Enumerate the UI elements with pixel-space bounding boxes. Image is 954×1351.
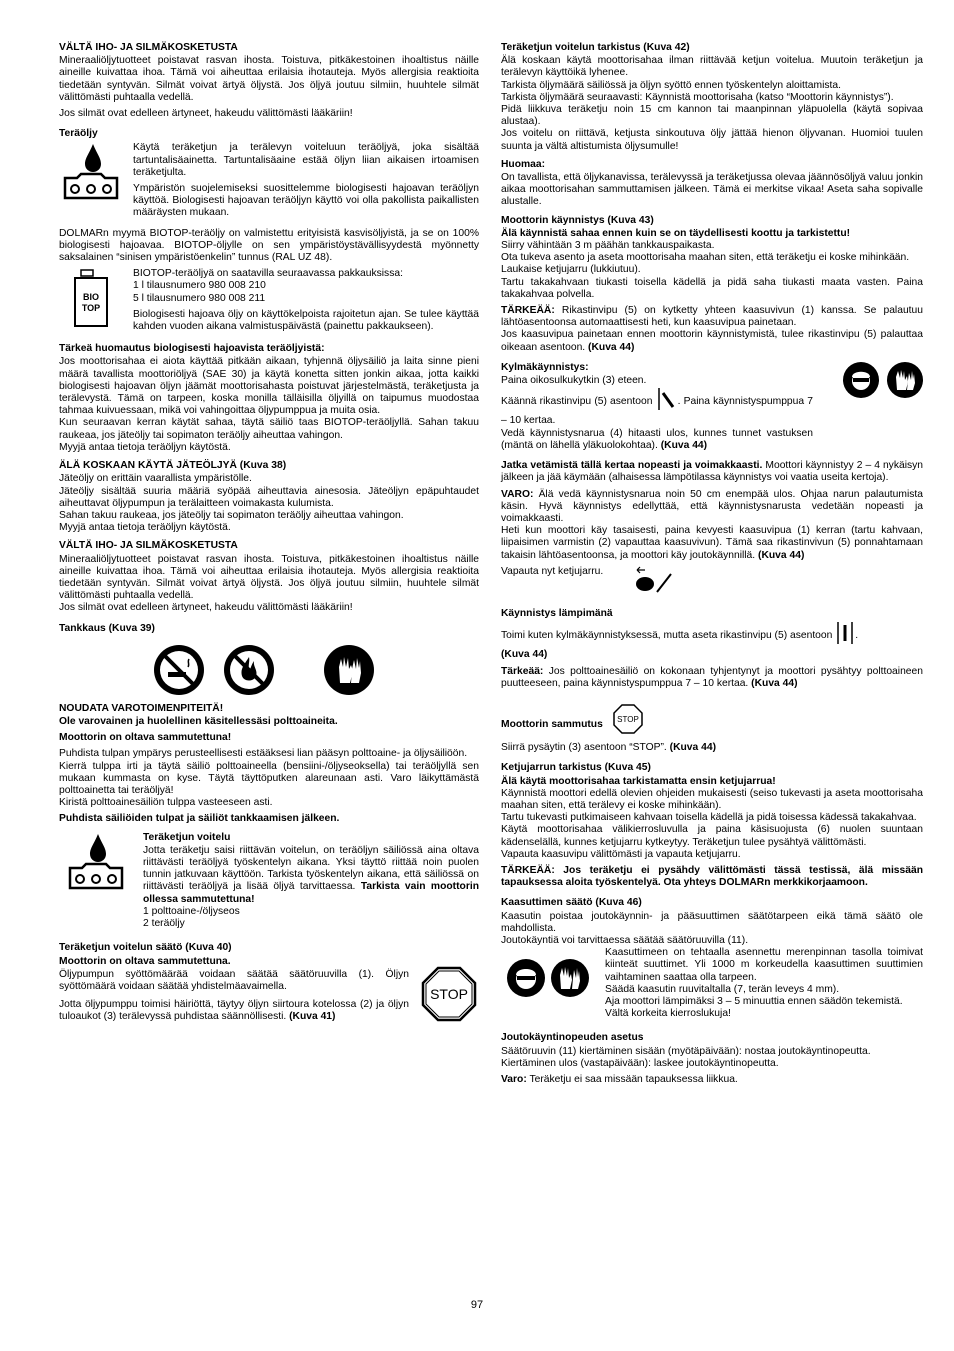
paragraph: Vapauta nyt ketjujarru. (501, 565, 604, 577)
list-item: 1 polttoaine-/öljyseos (143, 905, 240, 917)
figure-ref: (Kuva 44) (588, 341, 635, 353)
choke-lever-icon (656, 387, 678, 415)
paragraph: Ympäristön suojelemiseksi suosittelemme biologisesti hajoavan teräöljyn käyttöä. Biologisesti hajoavan teräöljyn käyttö voi olla pakollista paikallisten määräysten mukaan. (133, 183, 479, 219)
gloves-icon (887, 362, 923, 398)
paragraph: BIOTOP-teräöljyä on saatavilla seuraavassa pakkauksissa: (133, 268, 403, 280)
paragraph: Vedä käynnistysnarua (4) hitaasti ulos, kunnes tunnet vastuksen (mäntä on lähellä yläkuolokohtaa). (501, 427, 813, 451)
paragraph: Jotta teräketju saisi riittävän voitelun, on teräöljyn säiliössä aina oltava riittävästi teräöljyä työskentelyn aikana. Yksi täyttö riittää noin puolen tunnin jatkuvaan käyttöön. Tarkista työskentelyn aikana, että säiliössä on riittävästi teräöljyä ja lisää öljyä tarvittaessa. (143, 844, 479, 893)
no-fire-icon (224, 645, 274, 695)
paragraph: Myyjä antaa tietoja teräöljyn käytöstä. (59, 441, 231, 453)
paragraph: Käytä teräketjun ja terälevyn voiteluun teräöljyä, joka sisältää tartuntalisäainetta. Tartuntalisäaine estää öljyn liian aikaisen irtoamisen teräketjulta. (133, 142, 479, 178)
section-title: Moottorin sammutus (501, 718, 603, 730)
face-protection-icon (507, 959, 545, 997)
paragraph: Biologisesti hajoava öljy on käyttökelpoista rajoitetun ajan. Se tulee käyttää kahden vuoden aikana valmistuspäivästä (painettu pakkaukseen). (133, 308, 479, 333)
paragraph: Ota tukeva asento ja aseta moottorisaha maahan siten, että teräketju ei koske mihinkään. (501, 252, 910, 264)
paragraph: Siirry vähintään 3 m päähän tankkauspaikasta. (501, 240, 715, 252)
paragraph: Kiertäminen ulos (vastapäivään): laskee joutokäyntinopeutta. (501, 1057, 779, 1069)
section-title: Teräöljy (59, 128, 98, 140)
section-title: VÄLTÄ IHO- JA SILMÄKOSKETUSTA (59, 540, 238, 552)
paragraph: Jos voitelu on riittävä, ketjusta sinkoutuva öljy jättää hienon öljyvanan. Huomioi tuulen suunta ja vältä altistumista öljysumulle! (501, 128, 923, 152)
paragraph: Heti kun moottori käy tasaisesti, paina kevyesti kaasuvipua (1) kerran (tartu kahvaan, liipaisimen varmistin (2) vapauttaa kaasuvivun). Tämä saa rikastinvivun (5) ponnahtamaan takaisin lähtöasentoonsa, ja moottori käy joutokäynnillä. (501, 525, 923, 561)
bold-note: Moottorin on oltava sammutettuna! (59, 732, 232, 744)
adjust-row (59, 956, 479, 1027)
paragraph: Teräketju ei saa missään tapauksessa liikkua. (529, 1074, 738, 1086)
left-column (59, 42, 479, 1031)
figure-ref: (Kuva 44) (660, 439, 708, 451)
paragraph: Käytä moottorisahaa välikierrosluvulla ja paina käsisuojusta (6) nuolen suuntaan kädenselällä, kunnes ketjujarru kytkeytyy. Teräketjun tulee pysähtyä välittömästi. (501, 824, 923, 848)
ppe-icons (843, 362, 923, 398)
choke-lever-warm-icon (835, 621, 855, 649)
right-column: Teräketjun voitelun tarkistus (Kuva 42) Älä koskaan käytä moottorisahaa ilman riittävää ketjun voitelua. Muutoin teräketjun ja terälevyn käyttöikä lyhenee. Tarkista öljymäärä säiliössä ja öljyn syöttö ennen työskentelyn aloittamista. Tarkista öljymäärä seuraavasti: Käynnistä moottorisaha (katso “Moottorin käynnistys”). Pidä liikkuva teräketju noin 15 cm kannon tai maanpinnan yläpuolella (käytä sopivaa alustaa). Jos voitelu on riittävä, ketjusta sinkoutuva öljy jättää hienon öljyvanan. Huomioi tuulen suunta ja vältä altistumista öljysumulle! Huomaa: On tavallista, että öljykanavissa, terälevyssä ja teräketjussa olevaa jäännösöljyä valuu jonkin aikaa moottorisahan sammuttamisen jälkeen. Tämä ei merkitse vikaa! Aseta saha sopivalle alustalle. Moottorin käynnistys (Kuva 43) Älä käynnistä sahaa ennen kuin se on täydellisesti koottu ja tarkistettu! Siirry vähintään 3 m päähän tankkauspaikasta. Ota tukeva asento ja aseta moottorisaha maahan siten, että teräketju ei koske mihinkään. Laukaise ketjujarru (lukkiutuu). Tartu takakahvaan tiukasti toisella kädellä ja pidä saha tiukasti maata vasten. Paina takakahvaa polvella. TÄRKEÄÄ: Rikastinvipu (5) on kytketty yhteen kaasuvivun (1) kanssa. Se palautuu lähtöasentoonsa automaattisesti heti, kun kaasuvipua painetaan. Jos kaasuvipua painetaan ennen moottorin käynnistymistä, tulee rikastinvipu (5) palauttaa oikeaan asentoon. (Kuva 44) Kylmäkäynnistys: Paina oikosulkukytkin (3) eteen. Käännä rikastinvipu (5) asentoon . Paina käynnistyspumppua 7 – 10 kertaa. Vedä käynnistysnarua (4) hitaasti ulos, kunnes tunnet vastuksen (mäntä on lähellä yläkuolokohtaa). (Kuva 44) Jatka vetämistä tällä kertaa nopeasti ja voimakkaasti. Moottori käynnistyy 2 – 4 nykäisyn jälkeen ja jää käymään (alhaisessa lämpötilassa käynnistys voi vaatia useita kertoja). VARO: Älä vedä käynnistysnarua noin 50 cm enempää ulos. Ohjaa narun palautumista käsin. Hyvä käynnistys edellyttää, että käynnistysnarusta vedetään nopeasti ja voimakkaasti. Heti kun moottori käy tasaisesti, paina kevyesti kaasuvipua (1) kerran (tartu kahvaan, liipaisimen varmistin (2) vapauttaa kaasuvivun). Tämä saa rikastinvivun (5) ponnahtamaan takaisin lähtöasentoonsa, ja moottori käy joutokäynnillä. (Kuva 44) Vapauta nyt ketjujarru. Käynnistys lämpimänä Toimi kuten kylmäkäynnistyksessä, mutta aseta rikastinvipu (5) asentoon . (Kuva 44) Tärkeää: Jos polttoainesäiliö on kokonaan tyhjentynyt ja moottori pysähtyy polttoaineen puutteeseen, paina käynnistyspumppua 7 – 10 kertaa. (Kuva 44) Moottorin sammutus STOP Siirrä pysäytin (3) asentoon “STOP”. (Kuva 44) Ketjujarrun tarkistus (Kuva 45) Älä käytä moottorisahaa tarkistamatta ensin ketjujarrua! Käynnistä moottori edellä olevien ohjeiden mukaisesti (seiso tukevasti ja aseta moottorisaha maahan siten, että terälevy ei koske mihinkään). Tartu tukevasti putkimaiseen kahvaan toisella kädellä ja pidä toisessa kädessä takakahvaa. Käytä moottorisahaa välikierrosluvulla ja paina käsisuojusta (6) nuolen suuntaan kädenselällä, kunnes ketjujarru kytkeytyy. Teräketjun tulee pysähtyä välittömästi. Vapauta kaasuvipu välittömästi ja vapauta ketjujarru. TÄRKEÄÄ: Jos teräketju ei pysähdy välittömästi tässä testissä, älä missään tapauksessa aloita työskentelyä. Ota yhteys DOLMARn merkkikorjaamoon. Kaasuttimen säätö (Kuva 46) Kaasutin poistaa joutokäynnin- ja pääsuuttimen säätötarpeen eikä tämä säätö ole mahdollista. Joutokäyntiä voi tarvittaessa säätää säätöruuvilla (11). Kaasuttimeen on tehtaalla asennettu merenpinnan tasolla toimivat kiinteät suuttimet. Yli 1000 m korkeudella kaasuttimen suuttimien vaihtaminen saattaa olla tarpeen. Säädä kaasutin ruuvitaltalla (7, terän leveys 4 mm). Aja moottori lämpimäksi 3 – 5 minuuttia ennen säädön tekemistä. Vältä korkeita kierroslukuja! Joutokäyntinopeuden asetus Säätöruuvin (11) kiertäminen sisään (myötäpäivään): nostaa joutokäyntinopeutta. Kiertäminen ulos (vastapäivään): laskee joutokäyntinopeutta. Varo: Teräketju ei saa missään tapauksessa liikkua. (501, 42, 923, 1086)
paragraph: Jäteöljy sisältää suuria määriä syöpää aiheuttavia ainesosia. Jäteöljyn epäpuhtaudet aiheuttavat öljypumpun ja terälaitteen voimakasta kulumista. (59, 485, 479, 509)
biotop-can-icon (59, 268, 123, 330)
ppe-icons (501, 959, 595, 997)
face-protection-icon (843, 362, 879, 398)
label: TÄRKEÄÄ: (501, 305, 555, 317)
lubrication-row (59, 832, 479, 935)
section-title: Huomaa: (501, 158, 546, 170)
label: Tärkeää: (501, 665, 544, 677)
figure-ref: (Kuva 44) (669, 742, 717, 754)
bold-note: TÄRKEÄÄ: Jos teräketju ei pysähdy välittömästi tässä testissä, älä missään tapauksessa aloita työskentelyä. Ota yhteys DOLMARn merkkikorjaamoon. (501, 864, 923, 889)
gloves-icon (324, 645, 374, 695)
section-title: Teräketjun voitelu (143, 831, 231, 843)
section-title: Teräketjun voitelun tarkistus (Kuva 42) (501, 42, 690, 53)
paragraph: Mineraaliöljytuotteet poistavat rasvan ihosta. Toistuva, pitkäkestoinen ihoaltistus näille aineille kuivattaa ihoa. Tämä voi aiheuttaa erilaisia ihotauteja. Myös allergisia reaktioita tiedetään syntyvän. Silmät voivat ärtyä öljystä. Jos öljyä joutuu silmiin, huuhtele silmät välittömästi puhtaalla vedellä. (59, 55, 479, 103)
paragraph: Jos silmät ovat edelleen ärtyneet, hakeudu välittömästi lääkäriin! (59, 602, 353, 614)
bold-note: Puhdista säiliöiden tulpat ja säiliöt tankkaamisen jälkeen. (59, 813, 340, 825)
section-title: VÄLTÄ IHO- JA SILMÄKOSKETUSTA (59, 42, 238, 53)
order-line: 1 l tilausnumero 980 008 210 (133, 280, 266, 292)
paragraph: Jotta öljypumppu toimisi häiriöttä, täytyy öljyn siirtoura kotelossa (2) ja öljyn tuloaukot (3) terälevyssä puhdistaa säännöllisesti. (59, 999, 409, 1023)
section-title: ÄLÄ KOSKAAN KÄYTÄ JÄTEÖLJYÄ (Kuva 38) (59, 460, 287, 472)
figure-ref: (Kuva 41) (289, 1011, 336, 1023)
paragraph: Kaasutin poistaa joutokäynnin- ja pääsuuttimen säätötarpeen eikä tämä säätö ole mahdollista. (501, 910, 923, 934)
paragraph: Jos polttoainesäiliö on kokonaan tyhjentynyt ja moottori pysähtyy polttoaineen puutteeseen, paina käynnistyspumppua 7 – 10 kertaa. (501, 665, 923, 689)
list-item: 2 teräöljy (143, 917, 185, 929)
paragraph: DOLMARn myymä BIOTOP-teräöljy on valmistettu erityisistä kasvisöljyistä, ja se on 100% biologisesti hajoavaa. BIOTOP-öljylle on sen ympäristöystävällisyydestä myönnetty saksalainen “sinisen ympäristöenkelin” tunnus (RAL UZ 48). (59, 227, 479, 264)
page-number: 97 (470, 1299, 484, 1311)
paragraph: Jäteöljy on erittäin vaarallista ympäristölle. (59, 473, 252, 485)
paragraph: Aja moottori lämpimäksi 3 – 5 minuuttia ennen säädön tekemistä. (605, 996, 903, 1007)
bold-note: Tarkista vain moottorin ollessa sammutettuna! (143, 881, 479, 905)
biotop-row (59, 268, 479, 337)
chain-brake-row (501, 566, 923, 598)
paragraph: Käännä rikastinvipu (5) asentoon (501, 396, 653, 408)
figure-ref: (Kuva 44) (758, 549, 805, 561)
paragraph: Kiristä polttoainesäiliön tulppa vasteeseen asti. (59, 797, 273, 809)
paragraph: Kun seuraavan kerran käytät sahaa, täytä säiliö taas BIOTOP-teräöljyllä. Sahan takuu raukeaa, jos jäteöljy tai sopimaton teräöljy aiheuttaa vahingon. (59, 417, 479, 441)
stop-small-label: STOP (617, 714, 639, 724)
paragraph: Vältä korkeita kierroslukuja! (605, 1008, 731, 1020)
gloves-icon (551, 959, 589, 997)
paragraph: Jos silmät ovat edelleen ärtyneet, hakeudu välittömästi lääkäriin! (59, 108, 353, 120)
bold-note: Ole varovainen ja huolellinen käsitellessäsi polttoaineita. (59, 715, 338, 727)
oil-drop-chain-icon (59, 832, 133, 892)
paragraph: On tavallista, että öljykanavissa, terälevyssä ja teräketjussa olevaa jäännösöljyä valuu jonkin aikaa moottorisahan sammuttamisen jälkeen. Tämä ei merkitse vikaa! Aseta saha sopivalle alustalle. (501, 172, 923, 208)
paragraph: Tartu takakahvaan tiukasti toisella kädellä ja pidä saha tiukasti maata vasten. Paina takakahvaa polvella. (501, 276, 923, 300)
order-line: 5 l tilausnumero 980 008 211 (133, 292, 266, 304)
paragraph: Tarkista öljymäärä seuraavasti: Käynnistä moottorisaha (katso “Moottorin käynnistys”). (501, 91, 894, 103)
paragraph: Joutokäyntiä voi tarvittaessa säätää säätöruuvilla (11). (501, 934, 749, 946)
paragraph: Moottori käynnistyy 2 – 4 nykäisyn jälkeen ja jää käymään (alhaisessa lämpötilassa käynnistys voi vaatia useita kertoja). (501, 460, 923, 484)
bold-note: Älä käynnistä sahaa ennen kuin se on täydellisesti koottu ja tarkistettu! (501, 227, 851, 239)
biotop-label-2: TOP (81, 303, 101, 314)
stop-sign-icon (613, 704, 643, 738)
paragraph: Öljypumpun syöttömäärää voidaan säätää säätöruuvilla (1). Öljyn syöttömäärä voidaan säätää yhdistelmäavaimella. (59, 968, 409, 992)
figure-ref: (Kuva 44) (501, 649, 548, 661)
section-title: Kylmäkäynnistys: (501, 361, 589, 373)
paragraph: Rikastinvipu (5) on kytketty yhteen kaasuvivun (1) kanssa. Se palautuu lähtöasentoonsa automaattisesti heti, kun kaasuvipua painetaan. (501, 305, 923, 329)
cold-start-row (501, 362, 923, 456)
section-title: Kaasuttimen säätö (Kuva 46) (501, 897, 642, 909)
figure-ref: (Kuva 44) (751, 677, 798, 689)
paragraph: Säädä kaasutin ruuvitaltalla (7, terän leveys 4 mm). (605, 983, 840, 995)
paragraph: Myyjä antaa tietoja teräöljyn käytöstä. (59, 522, 231, 534)
paragraph: Älä vedä käynnistysnarua noin 50 cm enempää ulos. Ohjaa narun palautumista käsin. Hyvä käynnistys edellyttää, että käynnistysnarusta vedetään nopeasti ja voimakkaasti. (501, 488, 923, 524)
paragraph: Tartu tukevasti putkimaiseen kahvaan toisella kädellä ja pidä toisessa kädessä takakahvaa. (501, 812, 917, 824)
carburetor-row (501, 947, 923, 1024)
paragraph: Älä koskaan käytä moottorisahaa ilman riittävää ketjun voitelua. Muutoin teräketjun ja terälevyn käyttöikä lyhenee. (501, 55, 923, 79)
section-title: NOUDATA VAROTOIMENPITEITÄ! (59, 702, 224, 714)
stop-icon (419, 966, 479, 1022)
oil-row (59, 142, 479, 223)
bold-note: Jatka vetämistä tällä kertaa nopeasti ja voimakkaasti. (501, 460, 763, 472)
section-title: Tankkaus (Kuva 39) (59, 622, 155, 634)
stop-label: STOP (430, 986, 468, 1003)
paragraph: Siirrä pysäytin (3) asentoon “STOP”. (501, 742, 667, 754)
chain-brake-release-icon (631, 566, 675, 598)
paragraph: . Paina käynnistyspumppua 7 – 10 kertaa. (501, 396, 813, 427)
bold-note: Moottorin on oltava sammutettuna. (59, 956, 231, 968)
paragraph: Jos moottorisahaa ei aiota käyttää pitkään aikaan, tyhjennä öljysäiliö ja laita sinne pieni määrä tavallista moottoriöljyä (SAE 30) ja käytä konetta sitten jonkin aikaa, jotta kaikki biologisesti hajoavan öljyn jäämät moottorisahasta poistuvat järjestelmästä, teräketjusta ja terälevystä. Tämä on tarpeen, koska monilla tälläisilla öljyillä on taipumus muodostaa tahmaa kuivuessaan, mikä voi vahingoittaa öljypumppua ja muita osia. (59, 356, 479, 417)
paragraph: Paina oikosulkukytkin (3) eteen. (501, 375, 647, 387)
label: Varo: (501, 1074, 527, 1086)
paragraph: Sahan takuu raukeaa, jos jäteöljy tai sopimaton teräöljy aiheuttaa vahingon. (59, 509, 404, 521)
paragraph: Jos kaasuvipua painetaan ennen moottorin käynnistymistä, tulee rikastinvipu (5) palauttaa oikeaan asentoon. (501, 329, 923, 353)
paragraph: Puhdista tulpan ympärys perusteellisesti estääksesi lian pääsyn polttoaine- ja öljysäiliöön. (59, 748, 468, 760)
engine-stop-row (501, 704, 923, 738)
section-title: Ketjujarrun tarkistus (Kuva 45) (501, 762, 651, 774)
section-title: Joutokäyntinopeuden asetus (501, 1032, 644, 1044)
paragraph: Kierrä tulppa irti ja täytä säiliö polttoaineella (bensiini-/öljyseoksella) tai teräöljyllä sen mukaan kummasta on kyse. Täytä täyttöputken alareunaan asti. Varo läikyttämästä polttoainetta tai teräöljyä! (59, 760, 479, 796)
bold-note: Älä käytä moottorisahaa tarkistamatta ensin ketjujarrua! (501, 775, 776, 787)
no-smoking-icon (154, 645, 204, 695)
paragraph: Pidä liikkuva teräketju noin 15 cm kannon tai maanpinnan yläpuolella (käytä sopivaa alustaa). (501, 104, 923, 128)
paragraph: Laukaise ketjujarru (lukkiutuu). (501, 264, 641, 276)
paragraph: Kaasuttimeen on tehtaalla asennettu merenpinnan tasolla toimivat kiinteät suuttimet. Yli 1000 m korkeudella kaasuttimen suuttimien vaihtaminen saattaa olla tarpeen. (605, 947, 923, 983)
paragraph: Mineraaliöljytuotteet poistavat rasvan ihosta. Toistuva, pitkäkestoinen ihoaltistus näille aineille kuivattaa ihoa. Tämä voi aiheuttaa erilaisia ihotauteja. Myös allergisia reaktioita tiedetään syntyvän. Silmät voivat ärtyä öljystä. Jos öljyä joutuu silmiin, huuhtele silmät välittömästi puhtaalla vedellä. (59, 553, 479, 602)
oil-drop-chain-icon (59, 142, 123, 202)
biotop-label-1: BIO (82, 292, 100, 303)
paragraph: Säätöruuvin (11) kiertäminen sisään (myötäpäivään): nostaa joutokäyntinopeutta. (501, 1045, 871, 1057)
label: VARO: (501, 488, 534, 500)
warning-icons (154, 645, 479, 695)
section-title: Moottorin käynnistys (Kuva 43) (501, 214, 654, 226)
paragraph: Toimi kuten kylmäkäynnistyksessä, mutta aseta rikastinvipu (5) asentoon (501, 629, 833, 641)
paragraph: Käynnistä moottori edellä olevien ohjeiden mukaisesti (seiso tukevasti ja aseta moottorisaha maahan siten, että terälevy ei koske mihinkään). (501, 787, 923, 811)
section-title: Käynnistys lämpimänä (501, 607, 613, 619)
paragraph: Vapauta kaasuvipu välittömästi ja vapauta ketjujarru. (501, 848, 741, 860)
paragraph: Tarkista öljymäärä säiliössä ja öljyn syöttö ennen työskentelyn aloittamista. (501, 79, 841, 91)
section-title: Tärkeä huomautus biologisesti hajoavista teräöljyistä: (59, 343, 325, 355)
section-title: Teräketjun voitelun säätö (Kuva 40) (59, 942, 232, 954)
